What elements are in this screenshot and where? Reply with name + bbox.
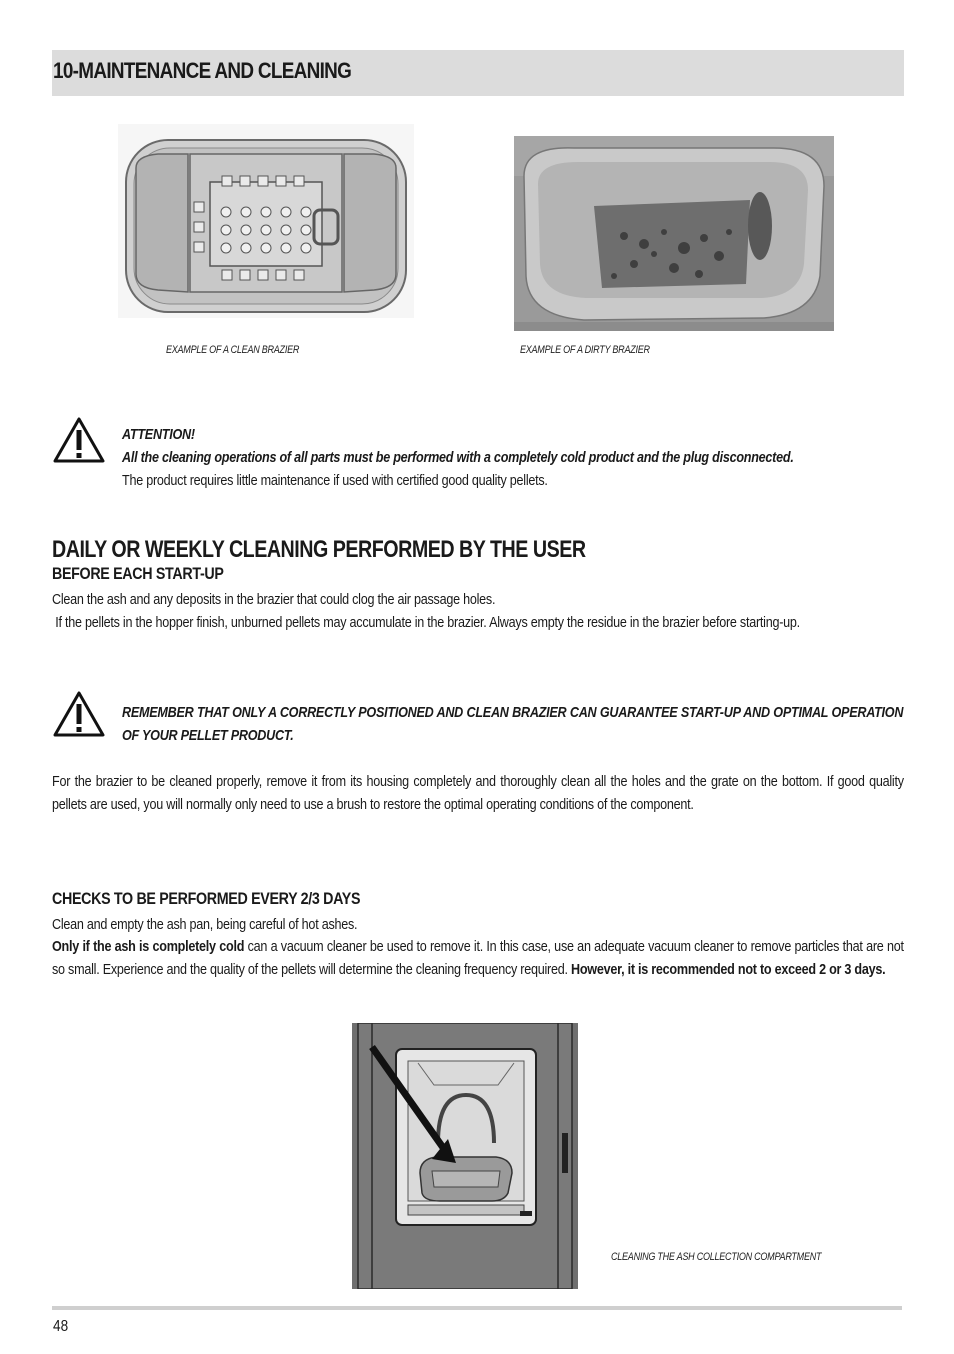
page-number: 48 — [53, 1318, 69, 1335]
ash-compartment-caption: CLEANING THE ASH COLLECTION COMPARTMENT — [611, 1251, 822, 1263]
clean-brazier-caption: EXAMPLE OF A CLEAN BRAZIER — [166, 344, 300, 356]
checks-bold-start: Only if the ash is completely cold — [52, 938, 245, 955]
checks-line-1: Clean and empty the ash pan, being careful of hot ashes. — [52, 916, 358, 933]
checks-middle: can a vacuum cleaner be used to remove it. In this case, use an adequate vacuum cleaner to remove particles that are not so small. Experience and the quality of the pellets will determine the cleaning frequency required. — [52, 938, 904, 978]
ash-compartment-image — [352, 1023, 578, 1289]
clean-brazier-image — [118, 124, 414, 318]
brazier-cleaning-paragraph: For the brazier to be cleaned properly, remove it from its housing completely and thoroughly clean all the holes and the grate on the bottom. If good quality pellets are used, you will normally only need to use a brush to restore the optimal operating conditions of the component. — [52, 773, 904, 813]
before-startup-subtitle: BEFORE EACH START-UP — [52, 564, 224, 583]
checks-bold-end: However, it is recommended not to exceed 2 or 3 days. — [571, 961, 886, 978]
checks-title: CHECKS TO BE PERFORMED EVERY 2/3 DAYS — [52, 889, 361, 908]
daily-cleaning-title: DAILY OR WEEKLY CLEANING PERFORMED BY THE USER — [52, 536, 586, 563]
daily-line-1: Clean the ash and any deposits in the brazier that could clog the air passage holes. — [52, 591, 496, 608]
remember-text: REMEMBER THAT ONLY A CORRECTLY POSITIONED AND CLEAN BRAZIER CAN GUARANTEE START-UP AND OPTIMAL OPERATION OF YOUR PELLET PRODUCT. — [122, 704, 904, 744]
footer-divider — [52, 1306, 902, 1310]
dirty-brazier-caption: EXAMPLE OF A DIRTY BRAZIER — [520, 344, 650, 356]
attention-note: The product requires little maintenance if used with certified good quality pellets. — [122, 472, 548, 489]
checks-paragraph — [52, 935, 904, 981]
warning-icon — [52, 690, 106, 738]
daily-line-2: If the pellets in the hopper finish, unburned pellets may accumulate in the brazier. Always empty the residue in the brazier before starting-up. — [52, 614, 800, 631]
dirty-brazier-image — [514, 136, 834, 331]
attention-heading: ATTENTION! — [122, 426, 195, 443]
section-title: 10-MAINTENANCE AND CLEANING — [53, 58, 352, 83]
attention-warning: All the cleaning operations of all parts must be performed with a completely cold product and the plug disconnected. — [122, 449, 794, 466]
warning-icon — [52, 416, 106, 464]
